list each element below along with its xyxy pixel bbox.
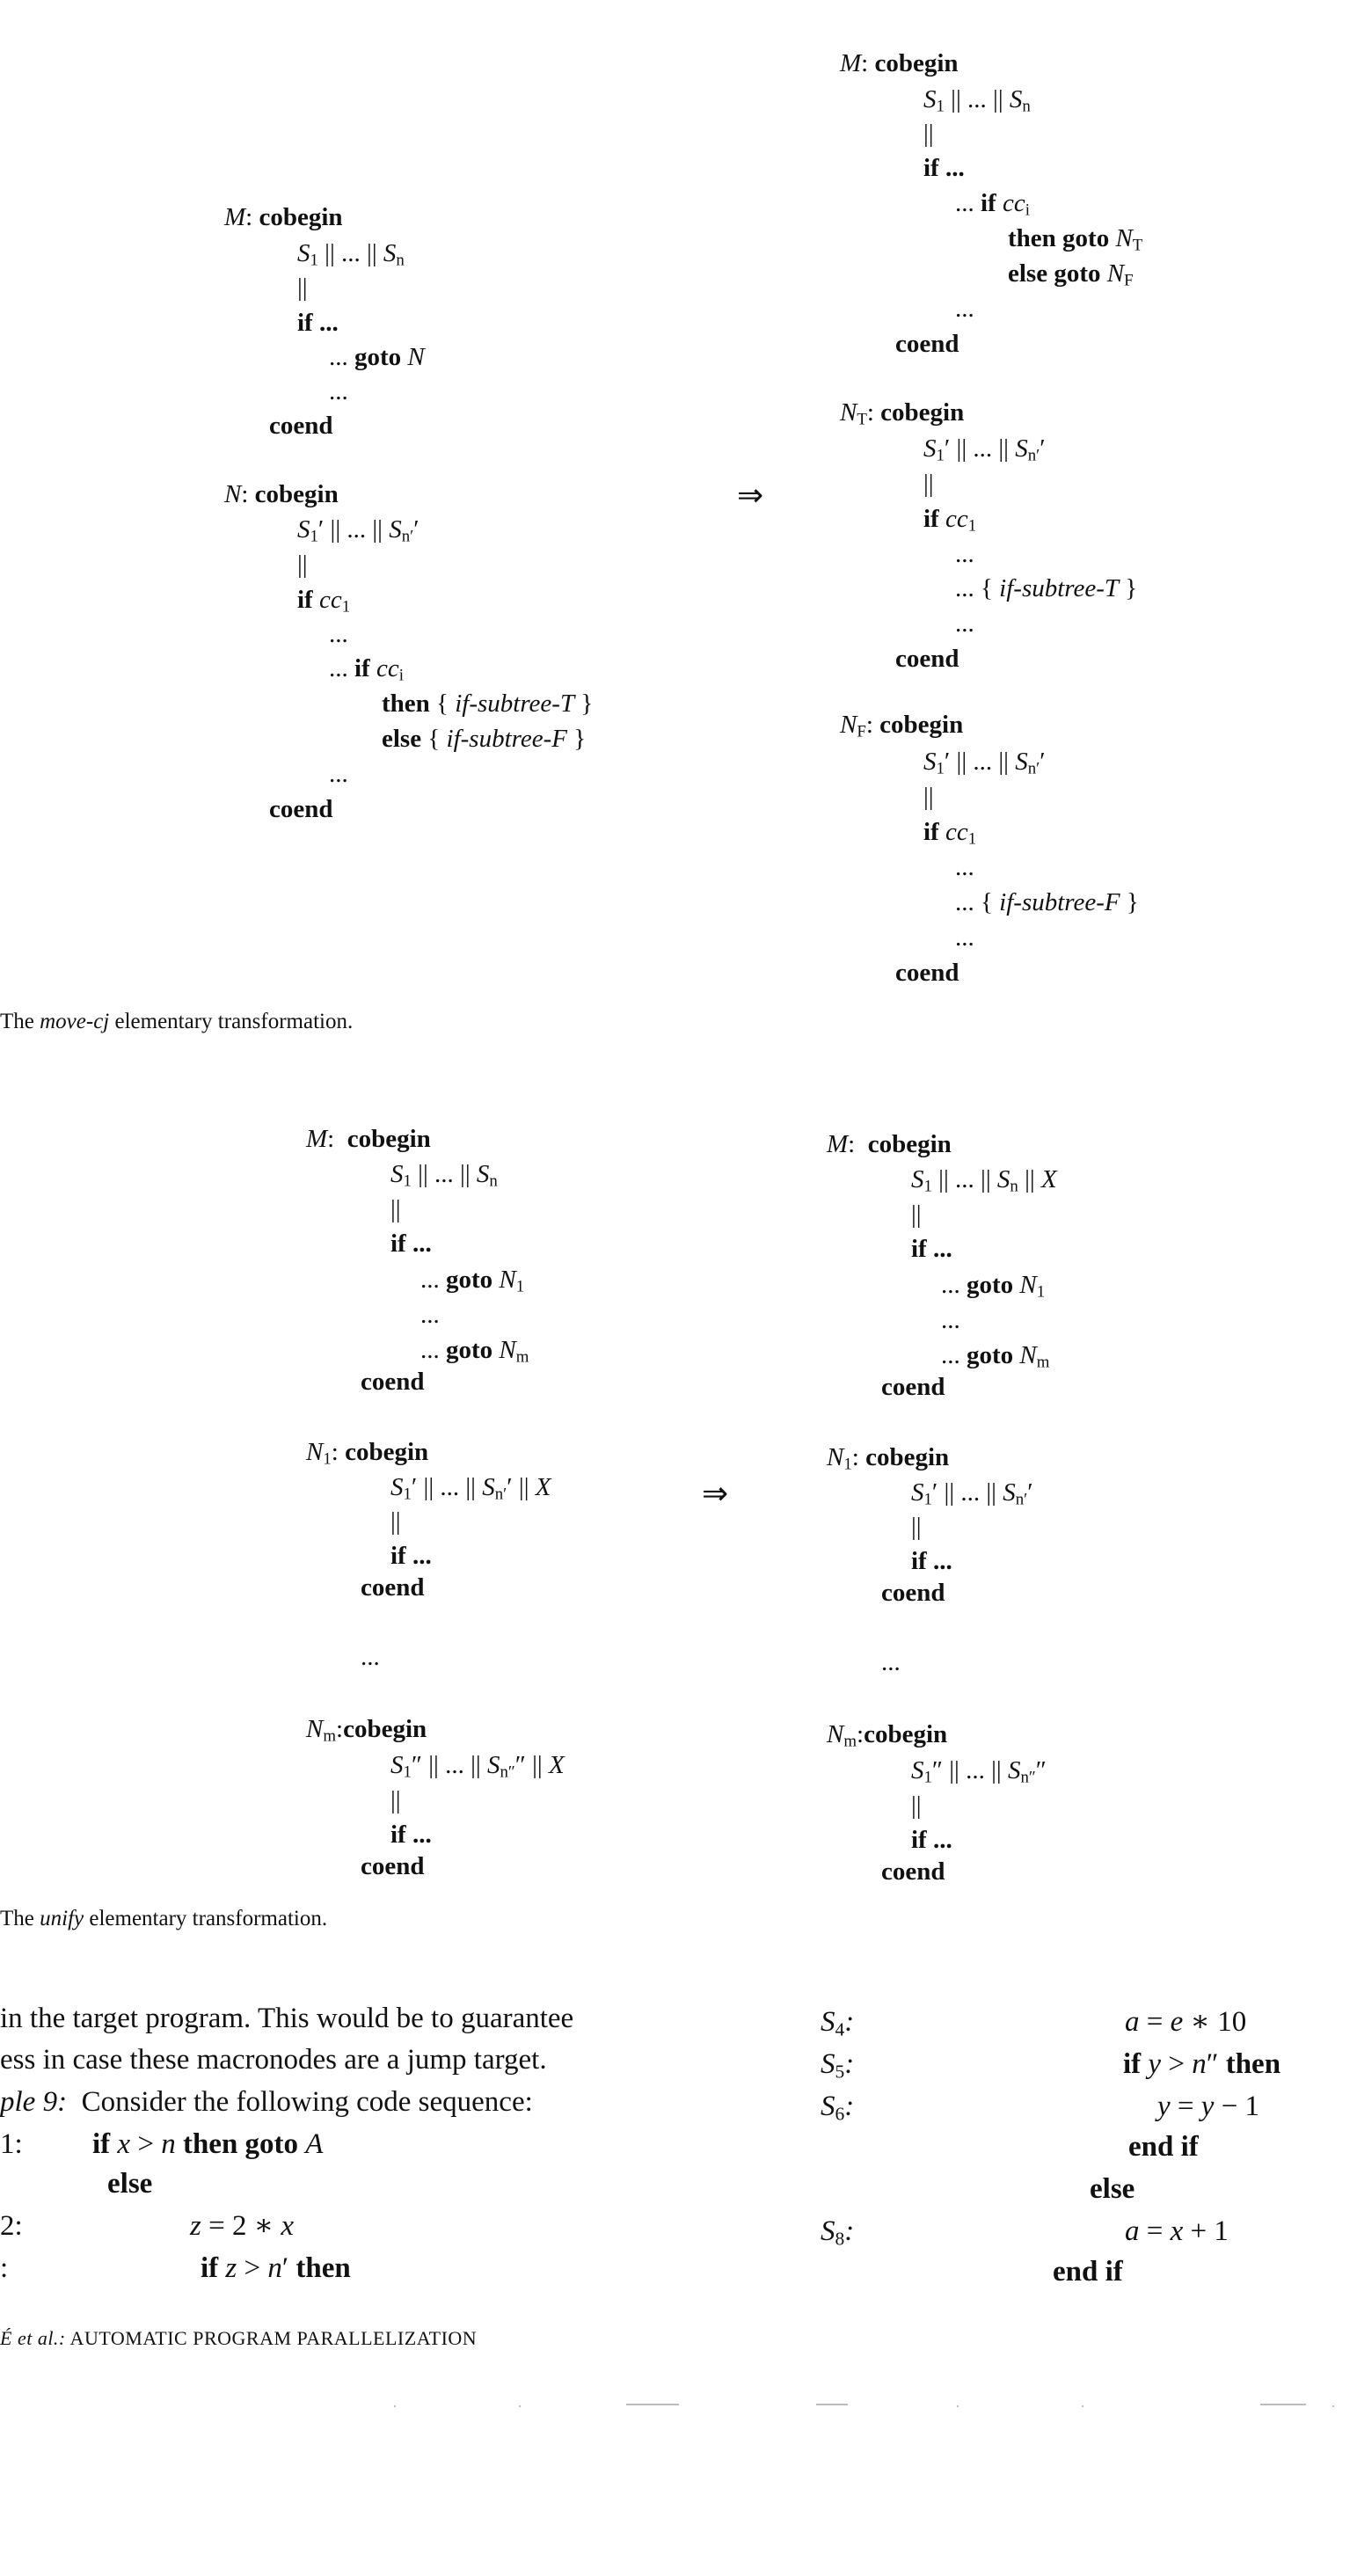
- else-2: else: [1090, 2173, 1135, 2205]
- example-text: Consider the following code sequence:: [81, 2086, 533, 2118]
- s-line: $S_1$ || ... || $S_n$: [297, 239, 405, 270]
- coend: coend: [895, 645, 959, 673]
- parallel-bar: ||: [911, 1200, 922, 1229]
- ellipsis: ...: [329, 620, 348, 648]
- if-line: if ...: [297, 309, 339, 337]
- coend: coend: [361, 1573, 425, 1602]
- example-line: [0, 2088, 533, 2117]
- running-head: [0, 2327, 477, 2350]
- if-line: if ...: [390, 1230, 432, 1258]
- ellipsis: ...: [329, 760, 348, 788]
- s4-code: a = e ∗ 10: [1125, 2006, 1247, 2038]
- s5-label: $S_5$:: [821, 2048, 855, 2083]
- nm-s-line: $S_1''$ || ... || $S_{n''}''$ || X: [390, 1751, 565, 1782]
- s1-code: if x > n then goto A: [92, 2128, 324, 2160]
- ellipsis: ...: [941, 1306, 960, 1334]
- else-goto-nf: else goto $N_F$: [1008, 259, 1134, 290]
- s-prime-line: $S_1'$ || ... || $S_{n'}'$: [297, 515, 420, 546]
- ellipsis: ...: [329, 377, 348, 405]
- s6-label: $S_6$:: [821, 2091, 855, 2125]
- nf-label: $N_F$: cobegin: [840, 711, 964, 741]
- s3-code: if z > n′ then: [201, 2252, 351, 2284]
- parallel-bar: ||: [911, 1792, 922, 1820]
- coend: coend: [881, 1579, 945, 1607]
- figure-caption-move-cj: [0, 1010, 353, 1034]
- s-line: $S_1$ || ... || $S_n$: [390, 1160, 498, 1191]
- if-line: if ...: [390, 1542, 432, 1570]
- ellipsis: ...: [881, 1648, 901, 1676]
- s1-label: 1:: [0, 2128, 23, 2160]
- s-prime-line: $S_1'$ || ... || $S_{n'}'$: [923, 748, 1046, 778]
- subtree-t: ... { if-subtree-T }: [955, 574, 1138, 602]
- s6-code: y = y − 1: [1157, 2091, 1260, 2122]
- if-line: if ...: [911, 1235, 952, 1263]
- if-cc1: if $cc_1$: [297, 586, 351, 617]
- coend: coend: [269, 412, 333, 440]
- if-line: if ...: [390, 1821, 432, 1849]
- if-cc1: if $cc_1$: [923, 505, 977, 536]
- body-line-2: ess in case these macronodes are a jump target.: [0, 2044, 547, 2076]
- coend: coend: [269, 795, 333, 823]
- ellipsis: ...: [420, 1301, 440, 1329]
- n1-s-line: $S_1'$ || ... || $S_{n'}'$: [911, 1478, 1033, 1509]
- nm-label: $N_m:cobegin$: [827, 1720, 948, 1751]
- m-label: M: cobegin: [840, 49, 959, 77]
- else-line: else { if-subtree-F }: [382, 725, 587, 753]
- scan-dot: [519, 2405, 521, 2407]
- coend: coend: [895, 959, 959, 987]
- ellipsis: ...: [955, 609, 974, 638]
- caption-name: move-cj: [40, 1010, 110, 1033]
- parallel-bar: ||: [923, 470, 934, 498]
- goto-nm: ... goto $N_m$: [941, 1341, 1050, 1372]
- m-label: M: cobegin: [827, 1130, 952, 1158]
- goto-line: ... goto N: [329, 343, 425, 371]
- s2-code: z = 2 ∗ x: [190, 2210, 295, 2242]
- n1-s-line: $S_1'$ || ... || $S_{n'}'$ || X: [390, 1473, 551, 1504]
- nm-label: $N_m:cobegin$: [306, 1715, 427, 1746]
- if-line: if ...: [911, 1547, 952, 1575]
- s3-label: :: [0, 2252, 9, 2284]
- caption-prefix: The: [0, 1010, 40, 1033]
- m-s-line: $S_1$ || ... || $S_n$ || X: [911, 1165, 1057, 1196]
- running-head-title: AUTOMATIC PROGRAM PARALLELIZATION: [65, 2327, 478, 2349]
- parallel-bar: ||: [923, 783, 934, 811]
- if-line: if ...: [923, 154, 965, 182]
- end-if-outer: end if: [1053, 2256, 1123, 2288]
- caption-prefix: The: [0, 1907, 40, 1930]
- body-line-1: in the target program. This would be to guarantee: [0, 2003, 574, 2034]
- ellipsis: ...: [955, 853, 974, 881]
- coend: coend: [881, 1373, 945, 1401]
- ellipsis: ...: [361, 1643, 380, 1671]
- nm-s-line: $S_1''$ || ... || $S_{n''}''$: [911, 1756, 1047, 1787]
- caption-suffix: elementary transformation.: [84, 1907, 328, 1930]
- scan-mark: [816, 2404, 848, 2405]
- n1-label: $N_1$: cobegin: [827, 1443, 950, 1474]
- then-goto-nt: then goto $N_T$: [1008, 224, 1143, 255]
- scan-dot: [1332, 2405, 1334, 2407]
- goto-n1: ... goto $N_1$: [941, 1271, 1046, 1302]
- if-cci: ... if $cc_i$: [329, 654, 404, 685]
- if-cc1: if $cc_1$: [923, 818, 977, 849]
- example-label: ple 9:: [0, 2086, 68, 2118]
- s8-label: $S_8$:: [821, 2215, 855, 2250]
- parallel-bar: ||: [297, 551, 308, 579]
- parallel-bar: ||: [297, 274, 308, 302]
- running-head-author: É et al.:: [0, 2327, 66, 2349]
- else-1: else: [107, 2168, 153, 2200]
- if-cci: ... if $cc_i$: [955, 189, 1030, 220]
- scan-dot: [957, 2405, 959, 2407]
- parallel-bar: ||: [923, 120, 934, 148]
- s2-label: 2:: [0, 2210, 23, 2242]
- s8-code: a = x + 1: [1125, 2215, 1229, 2247]
- caption-name: unify: [40, 1907, 84, 1930]
- goto-nm: ... goto $N_m$: [420, 1336, 529, 1367]
- m-label: M: cobegin: [306, 1125, 431, 1153]
- transform-arrow: ⇒: [737, 478, 764, 514]
- scan-mark: [1260, 2404, 1306, 2405]
- ellipsis: ...: [955, 295, 974, 323]
- coend: coend: [895, 330, 959, 358]
- coend: coend: [361, 1368, 425, 1396]
- scan-mark: [626, 2404, 679, 2405]
- if-line: if ...: [911, 1826, 952, 1854]
- scan-dot: [1082, 2405, 1083, 2407]
- nt-label: $N_T$: cobegin: [840, 398, 965, 429]
- n1-label: $N_1$: cobegin: [306, 1438, 429, 1469]
- subtree-f: ... { if-subtree-F }: [955, 888, 1139, 916]
- coend: coend: [361, 1852, 425, 1880]
- ellipsis: ...: [955, 923, 974, 952]
- end-if-inner: end if: [1128, 2131, 1199, 2163]
- transform-arrow: ⇒: [702, 1476, 729, 1512]
- then-line: then { if-subtree-T }: [382, 690, 594, 718]
- parallel-bar: ||: [390, 1507, 401, 1536]
- s-prime-line: $S_1'$ || ... || $S_{n'}'$: [923, 434, 1046, 465]
- n-label: N: cobegin: [224, 480, 339, 508]
- parallel-bar: ||: [390, 1786, 401, 1814]
- figure-caption-unify: [0, 1907, 327, 1931]
- s4-label: $S_4$:: [821, 2006, 855, 2040]
- parallel-bar: ||: [390, 1195, 401, 1223]
- caption-suffix: elementary transformation.: [109, 1010, 354, 1033]
- s5-code: if y > n″ then: [1123, 2048, 1281, 2080]
- scan-dot: [394, 2405, 396, 2407]
- coend: coend: [881, 1857, 945, 1886]
- ellipsis: ...: [955, 540, 974, 568]
- goto-n1: ... goto $N_1$: [420, 1266, 525, 1296]
- m-label: M: cobegin: [224, 203, 343, 231]
- parallel-bar: ||: [911, 1513, 922, 1541]
- s-line: $S_1$ || ... || $S_n$: [923, 85, 1031, 116]
